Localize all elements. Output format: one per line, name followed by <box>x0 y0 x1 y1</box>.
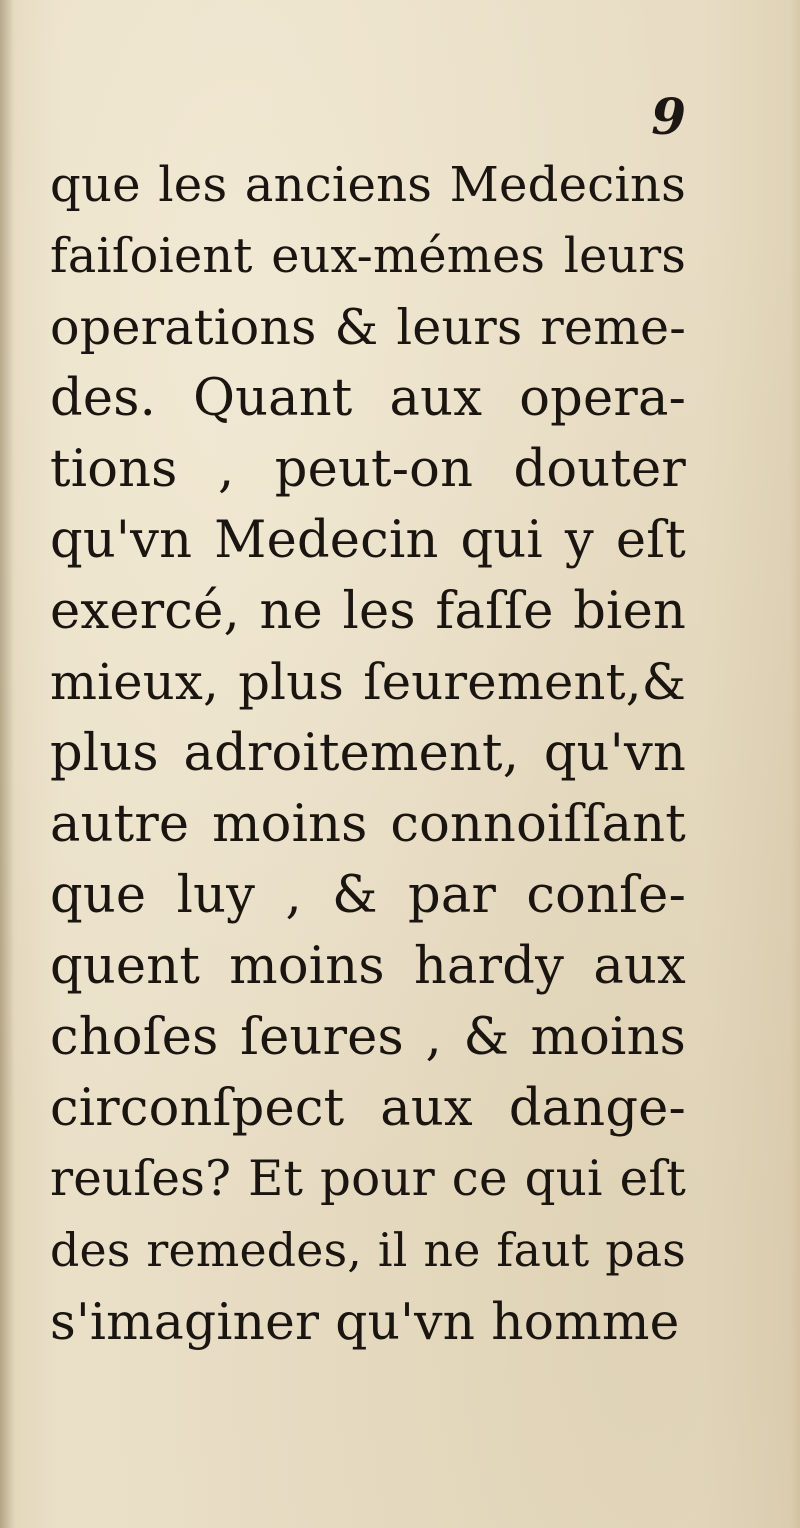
page-number: 9 <box>651 87 686 146</box>
text-line: operations & leurs reme- <box>50 298 686 356</box>
text-line: qu'vn Medecin qui y eſt <box>50 511 686 570</box>
text-line: des. Quant aux opera- <box>50 369 686 428</box>
text-line: faiſoient eux-mémes leurs <box>50 229 686 284</box>
text-line: reuſes? Et pour ce qui eſt <box>50 1151 686 1207</box>
text-line: circonſpect aux dange- <box>50 1079 686 1138</box>
text-line: autre moins connoiſſant <box>50 795 686 854</box>
text-line: tions , peut-on douter <box>50 440 686 499</box>
text-line: quent moins hardy aux <box>50 937 686 996</box>
text-line: que les anciens Medecins <box>50 157 686 213</box>
text-line: exercé, ne les faſſe bien <box>50 582 686 641</box>
text-line: mieux, plus ſeurement,& <box>50 653 686 711</box>
text-line: s'imaginer qu'vn homme <box>50 1292 680 1351</box>
text-line: choſes ſeures , & moins <box>50 1008 686 1067</box>
text-line: des remedes, il ne faut pas <box>50 1223 686 1277</box>
gutter-shadow <box>0 0 14 1528</box>
text-line: plus adroitement, qu'vn <box>50 724 686 783</box>
body-text <box>50 150 686 1357</box>
text-line: que luy , & par conſe- <box>50 866 686 925</box>
